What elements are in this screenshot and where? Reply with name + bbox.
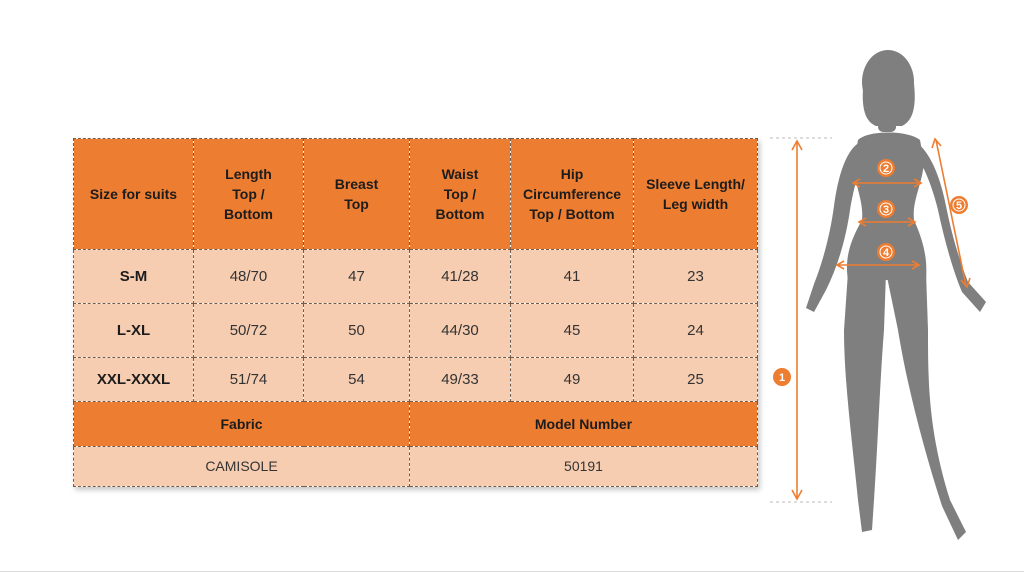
svg-text:2: 2 [882, 163, 890, 175]
header-size: Size for suits [74, 139, 194, 250]
breast-value: 47 [304, 249, 410, 303]
size-label: L-XL [74, 303, 194, 357]
header-row [74, 139, 758, 250]
sleeve-arrow [932, 139, 970, 287]
header-length: Length Top / Bottom [194, 139, 304, 250]
measurement-figure [760, 40, 1024, 560]
footer-value-row [74, 446, 758, 486]
sleeve-value: 24 [634, 303, 758, 357]
svg-text:3: 3 [882, 204, 890, 216]
svg-text:5: 5 [955, 200, 963, 212]
svg-text:1: 1 [778, 372, 786, 384]
marker-1 [773, 368, 791, 386]
length-value: 48/70 [194, 249, 304, 303]
model-number-value: 50191 [410, 446, 758, 486]
breast-value: 50 [304, 303, 410, 357]
breast-value: 54 [304, 358, 410, 402]
fabric-label: Fabric [74, 402, 410, 446]
waist-value: 49/33 [410, 358, 511, 402]
table-row [74, 249, 758, 303]
height-guides [770, 138, 832, 502]
size-label: S-M [74, 249, 194, 303]
waist-value: 44/30 [410, 303, 511, 357]
bottom-divider [0, 571, 1024, 572]
header-sleeve: Sleeve Length/ Leg width [634, 139, 758, 250]
table-row [74, 303, 758, 357]
table-row [74, 358, 758, 402]
hip-value: 41 [511, 249, 634, 303]
marker-4 [877, 243, 895, 261]
header-breast: Breast Top [304, 139, 410, 250]
marker-2 [877, 159, 895, 177]
size-chart-table [73, 138, 758, 487]
svg-text:4: 4 [882, 247, 890, 259]
marker-3 [877, 200, 895, 218]
hip-value: 45 [511, 303, 634, 357]
model-number-label: Model Number [410, 402, 758, 446]
sleeve-value: 23 [634, 249, 758, 303]
body-silhouette-icon [806, 50, 986, 540]
length-value: 51/74 [194, 358, 304, 402]
length-value: 50/72 [194, 303, 304, 357]
footer-header-row [74, 402, 758, 446]
fabric-value: CAMISOLE [74, 446, 410, 486]
marker-5 [950, 196, 968, 214]
hip-value: 49 [511, 358, 634, 402]
waist-value: 41/28 [410, 249, 511, 303]
size-label: XXL-XXXL [74, 358, 194, 402]
height-arrow [792, 141, 802, 499]
header-waist: Waist Top / Bottom [410, 139, 511, 250]
sleeve-value: 25 [634, 358, 758, 402]
header-hip: Hip Circumference Top / Bottom [511, 139, 634, 250]
